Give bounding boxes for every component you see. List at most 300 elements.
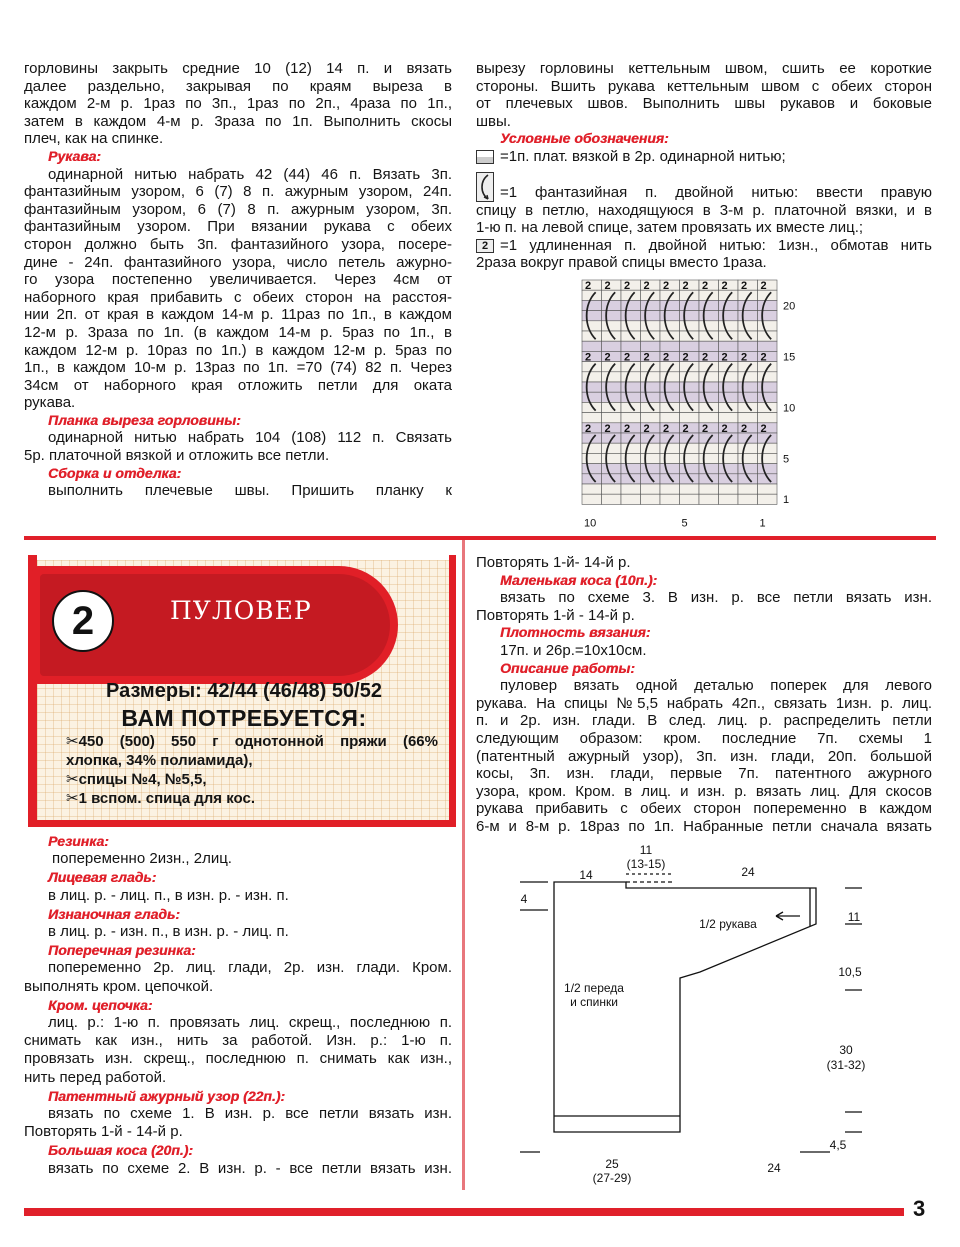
chart-symbol-two: 2	[663, 351, 670, 364]
chart-cell	[621, 372, 641, 382]
chart-cell	[582, 474, 602, 484]
chart-cell	[660, 300, 680, 310]
chart-cell	[602, 372, 622, 382]
chart-cell	[602, 311, 622, 321]
chart-cell	[641, 474, 661, 484]
chart-symbol-two: 2	[760, 280, 767, 292]
chart-cell	[660, 494, 680, 504]
text-line: следующим образом: кром. последние 7п. схемы 1	[476, 729, 932, 747]
legend-text: спицу в петлю, находящуюся в 3-м р. платочной вязки, и в	[476, 201, 932, 219]
text-line: фантазийным узором, 6 (7) 8 п. ажурным узором, 24п.	[24, 183, 452, 201]
text-line: 6-м и 8-м р. 18раз по 1п. Набранные петли сначала вязать	[476, 817, 932, 835]
heading-patent-lace: Патентный ажурный узор (22п.):	[48, 1087, 286, 1104]
chart-cell	[719, 453, 739, 463]
chart-cell	[641, 341, 661, 351]
text-line: выполнить плечевые швы. Пришить планку к	[48, 482, 452, 500]
chart-cell	[680, 443, 700, 453]
chart-cell	[758, 300, 778, 310]
paragraph-assembly	[24, 482, 452, 500]
heading-gauge: Плотность вязания:	[500, 624, 651, 641]
label-body-2: и спинки	[570, 995, 618, 1009]
chart-cell	[680, 484, 700, 494]
chart-cell	[719, 382, 739, 392]
pattern-number: 2	[52, 590, 114, 652]
text-line: фантазийным узором, 6 (7) 8 п. ажурным узором, 3п.	[24, 200, 452, 218]
chart-cell	[582, 464, 602, 474]
chart-cell	[660, 392, 680, 402]
text-line: го узора постепенно увеличивается. Через 4см от	[24, 271, 452, 289]
text-line: далее раздельно, закрывая по краям выреза в	[24, 77, 452, 95]
chart-row-label: 15	[783, 351, 796, 364]
chart-cell	[621, 321, 641, 331]
dim-top-right: 24	[741, 865, 755, 879]
chart-symbol-two: 2	[585, 422, 592, 435]
text-line: нии 2п. от края в каждом 14-м р. 11раз по 1п., в каждом	[24, 306, 452, 324]
dim-top-mid-alt: (13-15)	[626, 857, 666, 871]
chart-cell	[602, 484, 622, 494]
text-line: рукава.	[24, 394, 76, 412]
chart-cell	[758, 372, 778, 382]
chart-cell	[758, 474, 778, 484]
chart-cell	[699, 341, 719, 351]
chart-cell	[719, 372, 739, 382]
chart-symbol-two: 2	[624, 280, 631, 292]
text-line: затем в каждом 4-м р. 3раза по 1п. Выполнить скосы	[24, 112, 452, 130]
text-line: одинарной нитью набрать 42 (44) 46 п. Вязать 3п.	[48, 165, 452, 183]
chart-symbol-two: 2	[643, 280, 650, 292]
chart-cell	[602, 494, 622, 504]
chart-symbol-two: 2	[585, 351, 592, 364]
chart-cell	[719, 341, 739, 351]
chart-symbol-two: 2	[604, 351, 611, 364]
chart-cell	[719, 300, 739, 310]
chart-cell	[602, 331, 622, 341]
text-line: 1п., в каждом 10-м р. 13раз по 1п. =70 (74) 82 п. Через	[24, 359, 452, 377]
heading-cross-rib: Поперечная резинка:	[48, 942, 196, 959]
chart-cell	[699, 443, 719, 453]
chart-cell	[582, 413, 602, 423]
chart-cell	[738, 392, 758, 402]
chart-cell	[641, 453, 661, 463]
text-line: узора, кром. Кром. в лиц. и изн. р. вязать лиц. Для скосов	[476, 782, 932, 800]
text-line: Повторять 1-й - 14-й р.	[24, 1123, 183, 1141]
chart-cell	[699, 474, 719, 484]
chart-row-label: 1	[783, 494, 790, 507]
chart-cell	[738, 341, 758, 351]
chart-cell	[699, 453, 719, 463]
text-line: косы, 3п. изн. глади, первые 7п. патентного ажурного	[476, 765, 932, 783]
text-line: провязать изн. скрещ., последнюю п. снимать как изн.,	[24, 1050, 452, 1068]
chart-cell	[660, 484, 680, 494]
chart-cell	[699, 382, 719, 392]
chart-cell	[621, 464, 641, 474]
chart-symbol-two: 2	[663, 280, 670, 292]
chart-cell	[621, 382, 641, 392]
chart-cell	[660, 341, 680, 351]
chart-cell	[738, 474, 758, 484]
chart-symbol-two: 2	[721, 351, 728, 364]
chart-cell	[738, 321, 758, 331]
chart-symbol-two: 2	[721, 422, 728, 435]
chart-cell	[660, 413, 680, 423]
text-line: 12-м р. 3раза по 1п. (в каждом 14-м р. 5раз по 1п., в	[24, 323, 452, 341]
chart-cell	[621, 484, 641, 494]
page-number: 3	[913, 1196, 926, 1221]
heading-instructions: Описание работы:	[500, 659, 635, 676]
dim-left: 4	[520, 892, 528, 906]
chart-symbol-two: 2	[604, 422, 611, 435]
chart-col-label: 1	[759, 517, 766, 530]
paragraph-sleeves	[24, 166, 452, 412]
chart-symbol-two: 2	[643, 422, 650, 435]
chart-cell	[641, 331, 661, 341]
chart-cell	[758, 311, 778, 321]
chart-cell	[582, 392, 602, 402]
bottom-left-column	[24, 832, 452, 1178]
chart-cell	[758, 443, 778, 453]
chart-cell	[758, 413, 778, 423]
dim-right-30-alt: (31-32)	[826, 1058, 866, 1072]
chart-cell	[719, 321, 739, 331]
chart-cell	[621, 413, 641, 423]
stitch-chart	[540, 276, 820, 534]
dim-bottom-left-alt: (27-29)	[592, 1171, 632, 1185]
text-line: швы.	[476, 112, 511, 130]
garter-stitch-symbol-icon	[476, 150, 494, 164]
chart-cell	[660, 474, 680, 484]
chart-cell	[641, 464, 661, 474]
text-line: 5р. платочной вязкой и отложить все петли.	[24, 447, 330, 465]
chart-cell	[602, 402, 622, 412]
legend-text: 2раза вокруг правой спицы вместо 1раза.	[476, 254, 767, 272]
garment-schematic	[500, 840, 920, 1200]
text-line: каждом 2-м р. 1раз по 3п., 1раз по 2п., 4раза по 1п.,	[24, 95, 452, 113]
heading-ribbing: Резинка:	[48, 833, 109, 849]
text-line: выполнять кром. цепочкой.	[24, 977, 214, 995]
chart-cell	[699, 413, 719, 423]
chart-cell	[582, 382, 602, 392]
chart-cell	[621, 300, 641, 310]
pattern-title: ПУЛОВЕР	[170, 596, 312, 625]
heading-assembly: Сборка и отделка:	[48, 464, 182, 481]
legend-item-fancy	[476, 170, 932, 202]
text-line: (патентный ажурный узор), 3п. изн. глади, 20п. большой	[476, 747, 932, 765]
legend-text: 1-ю п. на левой спице, затем провязать их вместе лиц.;	[476, 219, 864, 237]
chart-cell	[680, 331, 700, 341]
chart-symbol-two: 2	[760, 422, 767, 435]
text-line: сторон должно быть 3п. фантазийного узора, посере-	[24, 235, 452, 253]
chart-cell	[758, 321, 778, 331]
text-line: фантазийным узором. При вязании рукава с обеих	[24, 218, 452, 236]
legend-item-elongated	[476, 237, 932, 255]
chart-cell	[641, 484, 661, 494]
chart-symbol-two: 2	[741, 422, 748, 435]
chart-cell	[660, 453, 680, 463]
chart-cell	[699, 321, 719, 331]
chart-cell	[758, 464, 778, 474]
chart-cell	[660, 464, 680, 474]
paragraph-neckband	[24, 429, 452, 464]
chart-cell	[680, 464, 700, 474]
chart-cell	[680, 341, 700, 351]
chart-cell	[582, 372, 602, 382]
text-line: наборного края прибавить с обеих сторон на расстоя-	[24, 288, 452, 306]
chart-symbol-two: 2	[760, 351, 767, 364]
chart-cell	[602, 474, 622, 484]
label-sleeve: 1/2 рукава	[699, 917, 757, 931]
chart-cell	[719, 331, 739, 341]
text-line: пуловер вязать одной деталью поперек для левого	[500, 677, 932, 695]
chart-cell	[641, 321, 661, 331]
chart-cell	[621, 494, 641, 504]
chart-cell	[680, 392, 700, 402]
chart-cell	[758, 341, 778, 351]
chart-cell	[719, 494, 739, 504]
chart-cell	[582, 402, 602, 412]
chart-cell	[699, 372, 719, 382]
chart-cell	[660, 402, 680, 412]
chart-cell	[738, 372, 758, 382]
text-line: стороны. Вшить рукава кеттельным швом с обеих сторон	[476, 77, 932, 95]
chart-row-label: 20	[783, 300, 796, 313]
chart-cell	[621, 331, 641, 341]
text-line: снимать как изн., нить за работой. Изн. р.: 1-ю п.	[24, 1032, 452, 1050]
dim-top-left: 14	[579, 868, 593, 882]
chart-cell	[680, 494, 700, 504]
chart-cell	[758, 484, 778, 494]
chart-symbol-two: 2	[702, 351, 709, 364]
chart-cell	[719, 474, 739, 484]
paragraph-finishing	[476, 60, 932, 130]
chart-cell	[621, 402, 641, 412]
chart-cell	[582, 453, 602, 463]
chart-cell	[680, 413, 700, 423]
text-line: лиц. р.: 1-ю п. провязать лиц. скрещ., последнюю п.	[48, 1014, 452, 1032]
chart-cell	[660, 382, 680, 392]
chart-cell	[641, 443, 661, 453]
chart-cell	[602, 443, 622, 453]
chart-row-label: 5	[783, 453, 790, 466]
chart-cell	[719, 413, 739, 423]
divider-line-top	[24, 536, 936, 540]
chart-cell	[660, 311, 680, 321]
elongated-stitch-symbol-icon: 2	[476, 239, 494, 253]
chart-cell	[719, 402, 739, 412]
heading-small-cable: Маленькая коса (10п.):	[500, 571, 658, 588]
chart-cell	[602, 382, 622, 392]
text-line: 34см от наборного края отложить петли для оката	[24, 376, 452, 394]
chart-col-label: 5	[681, 517, 688, 530]
chart-symbol-two: 2	[585, 280, 592, 292]
divider-line-vertical	[462, 540, 465, 1190]
chart-cell	[738, 331, 758, 341]
chart-symbol-two: 2	[682, 351, 689, 364]
chart-cell	[758, 453, 778, 463]
chart-cell	[738, 464, 758, 474]
chart-cell	[699, 494, 719, 504]
chart-symbol-two: 2	[604, 280, 611, 292]
top-right-column	[476, 60, 932, 272]
chart-cell	[680, 311, 700, 321]
chart-cell	[680, 372, 700, 382]
chart-cell	[699, 392, 719, 402]
chart-cell	[641, 494, 661, 504]
chart-symbol-two: 2	[721, 280, 728, 292]
heading-legend: Условные обозначения:	[500, 130, 669, 147]
text-line: Повторять 1-й - 14-й р.	[476, 606, 635, 624]
chart-cell	[758, 382, 778, 392]
chart-cell	[699, 484, 719, 494]
chart-cell	[602, 341, 622, 351]
dim-right-4-5: 4,5	[829, 1138, 847, 1152]
dim-bottom-left: 25	[605, 1157, 619, 1171]
text-line: попеременно 2р. лиц. глади, 2р. изн. глади. Кром.	[48, 959, 452, 977]
chart-cell	[602, 300, 622, 310]
text-line: рукава. На спицы №5,5 набрать 42п., связать 1изн. р. лиц.	[476, 694, 932, 712]
chart-cell	[660, 443, 680, 453]
text-line: п. и 2р. изн. глади. В след. лиц. р. распределить петли	[476, 712, 932, 730]
chart-symbol-two: 2	[702, 422, 709, 435]
legend-text: =1 удлиненная п. двойной нитью: 1изн., обмотав нить	[500, 236, 932, 254]
text-line: дине - 24п. фантазийного узора, число петель ажурно-	[24, 253, 452, 271]
text-gauge: 17п. и 26р.=10х10см.	[500, 641, 647, 659]
chart-cell	[738, 413, 758, 423]
chart-symbol-two: 2	[624, 422, 631, 435]
dim-right-11: 11	[847, 910, 861, 924]
sizes: Размеры: 42/44 (46/48) 50/52	[106, 680, 382, 702]
chart-cell	[738, 494, 758, 504]
requirements-title: ВАМ ПОТРЕБУЕТСЯ:	[121, 705, 367, 731]
text-reverse-stockinette: в лиц. р. - изн. п., в изн. р. - лиц. п.	[48, 923, 289, 941]
chart-cell	[660, 321, 680, 331]
chart-symbol-two: 2	[741, 351, 748, 364]
chart-cell	[738, 300, 758, 310]
chart-cell	[660, 372, 680, 382]
chart-cell	[758, 494, 778, 504]
chart-cell	[719, 484, 739, 494]
chart-symbol-two: 2	[663, 422, 670, 435]
text-line: вязать по схеме 2. В изн. р. - все петли вязать изн.	[48, 1159, 452, 1177]
chart-symbol-two: 2	[624, 351, 631, 364]
chart-symbol-two: 2	[643, 351, 650, 364]
chart-symbol-two: 2	[682, 422, 689, 435]
chart-cell	[699, 402, 719, 412]
text-line: плеч, как на спинке.	[24, 130, 164, 148]
chart-cell	[699, 300, 719, 310]
paragraph-neckline-end	[24, 60, 452, 148]
text-line: вязать по схеме 3. В изн. р. все петли вязать изн.	[500, 589, 932, 607]
heading-sleeves: Рукава:	[48, 147, 101, 164]
chart-cell	[621, 443, 641, 453]
chart-cell	[680, 474, 700, 484]
chart-cell	[602, 464, 622, 474]
dim-top-mid: 11	[639, 843, 653, 857]
chart-cell	[758, 392, 778, 402]
chart-cell	[602, 413, 622, 423]
chart-cell	[719, 464, 739, 474]
legend-item-plain	[476, 148, 932, 166]
heading-reverse-stockinette: Изнаночная гладь:	[48, 905, 180, 922]
chart-cell	[582, 494, 602, 504]
chart-cell	[680, 321, 700, 331]
chart-cell	[660, 331, 680, 341]
requirement-item: ✂1 вспом. спица для кос.	[66, 790, 256, 807]
chart-cell	[641, 413, 661, 423]
chart-cell	[680, 453, 700, 463]
text-line: рукава прибавить с обеих сторон попеременно в каждом	[476, 800, 932, 818]
chart-cell	[738, 443, 758, 453]
dim-right-10-5: 10,5	[838, 965, 862, 979]
text-stockinette: в лиц. р. - лиц. п., в изн. р. - изн. п.	[48, 886, 289, 904]
chart-cell	[582, 321, 602, 331]
chart-cell	[738, 382, 758, 392]
text-line: вырезу горловины кеттельным швом, сшить ее короткие	[476, 60, 932, 77]
chart-cell	[641, 311, 661, 321]
chart-cell	[602, 392, 622, 402]
chart-cell	[582, 341, 602, 351]
heading-stockinette: Лицевая гладь:	[48, 869, 157, 886]
chart-cell	[738, 453, 758, 463]
chart-cell	[582, 331, 602, 341]
text-line: от плечевых швов. Выполнить швы рукавов и боковые	[476, 95, 932, 113]
chart-symbol-two: 2	[682, 280, 689, 292]
legend-text: =1п. плат. вязкой в 2р. одинарной нитью;	[500, 147, 786, 165]
chart-cell	[582, 443, 602, 453]
chart-grid	[582, 280, 777, 504]
divider-line-bottom	[24, 1208, 904, 1216]
heading-big-cable: Большая коса (20п.):	[48, 1142, 193, 1159]
chart-row-label: 10	[783, 402, 796, 415]
chart-cell	[680, 300, 700, 310]
text-line: Повторять 1-й- 14-й р.	[476, 554, 631, 571]
chart-cell	[680, 382, 700, 392]
text-line: горловины закрыть средние 10 (12) 14 п. и вязать	[24, 60, 452, 77]
chart-cell	[738, 311, 758, 321]
text-line: одинарной нитью набрать 104 (108) 112 п. Связать	[48, 429, 452, 447]
requirement-item: ✂450 (500) 550 г однотонной пряжи (66%	[66, 733, 438, 750]
chart-cell	[641, 372, 661, 382]
requirement-item: ✂спицы №4, №5,5,	[66, 771, 207, 788]
chart-symbol-two: 2	[702, 280, 709, 292]
heading-edge-chain: Кром. цепочка:	[48, 996, 153, 1013]
chart-cell	[699, 311, 719, 321]
requirement-item: хлопка, 34% полиамида),	[66, 752, 253, 769]
chart-cell	[582, 300, 602, 310]
chart-cell	[699, 464, 719, 474]
chart-cell	[738, 402, 758, 412]
chart-cell	[758, 331, 778, 341]
chart-cell	[621, 311, 641, 321]
text-line: нить перед работой.	[24, 1068, 167, 1086]
text-ribbing: попеременно 2изн., 2лиц.	[52, 850, 232, 868]
chart-cell	[641, 300, 661, 310]
chart-cell	[641, 392, 661, 402]
chart-cell	[680, 402, 700, 412]
chart-cell	[699, 331, 719, 341]
requirements-box	[40, 674, 448, 818]
chart-cell	[719, 443, 739, 453]
chart-cell	[641, 382, 661, 392]
fancy-stitch-symbol-icon	[476, 172, 494, 202]
chart-cell	[582, 311, 602, 321]
dim-bottom-right: 24	[767, 1161, 781, 1175]
chart-cell	[602, 453, 622, 463]
text-line: каждом 12-м р. 10раз по 1п.) в каждом 12-м р. 5раз по	[24, 341, 452, 359]
chart-cell	[641, 402, 661, 412]
chart-cell	[621, 341, 641, 351]
heading-neckband: Планка выреза горловины:	[48, 411, 241, 428]
chart-cell	[621, 474, 641, 484]
